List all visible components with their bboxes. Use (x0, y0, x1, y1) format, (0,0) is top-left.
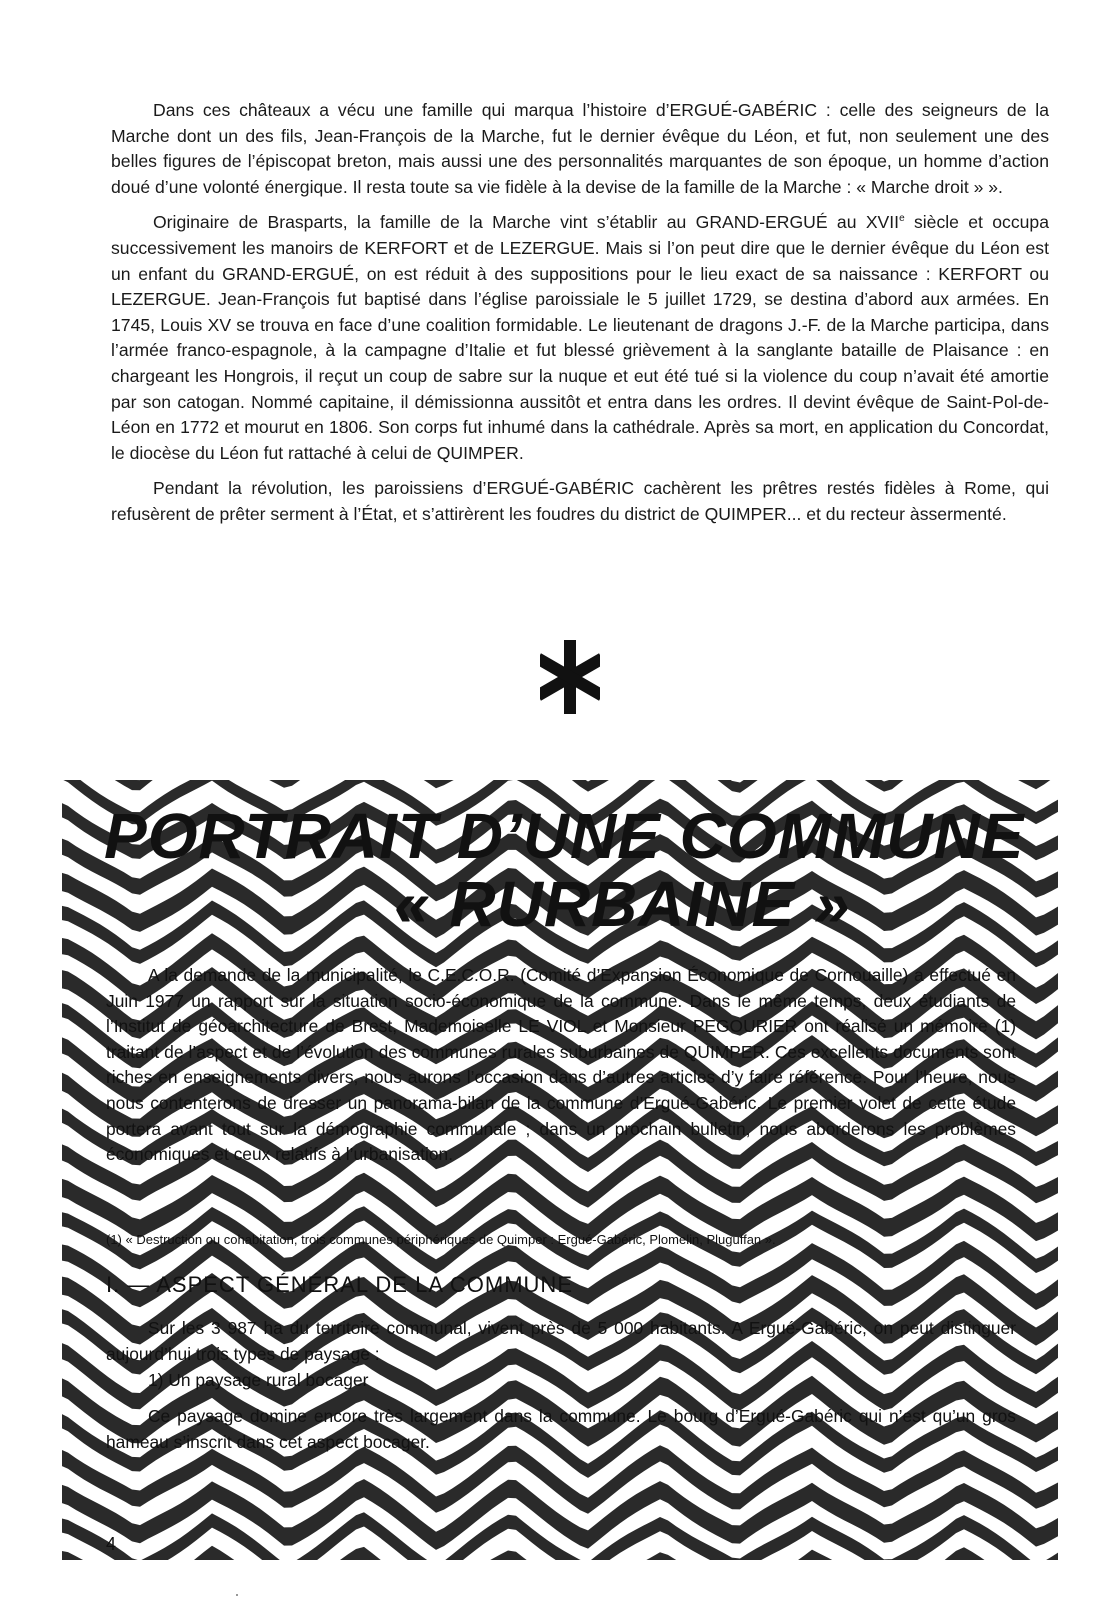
section-paragraph (106, 1316, 1016, 1367)
asterisk-icon (540, 640, 600, 714)
subheading-paragraph-text: Ce paysage domine encore très largement dans la commune. Le bourg d’Ergué-Gabéric qui n’est qu’un gros hameau s’inscrit dans cet aspect bocager. (106, 1406, 1016, 1452)
article-footnote: (1) « Destruction ou cohabitation, trois communes périphériques de Quimper : Ergué-Gabéric, Plomelin, Pluguffan ». (106, 1232, 776, 1247)
top-text-block (111, 98, 1049, 538)
paragraph-origins-part1: Originaire de Brasparts, la famille de la Marche vint s’établir au GRAND-ERGUÉ au XVII (153, 212, 900, 233)
paragraph-origins (111, 210, 1049, 466)
article-title-line1: PORTRAIT D’UNE COMMUNE (104, 800, 1025, 872)
paragraph-origins-part2: siècle et occupa successivement les manoirs de KERFORT et de LEZERGUE. Mais si l’on peut dire que le dernier évêque du Léon est un enfant du GRAND-ERGUÉ, on est réduit à des suppositions pour le lieu exact de sa naissance : KERFORT ou LEZERGUE. Jean-François fut baptisé dans l’église paroissiale le 5 juillet 1729, se destina d’abord aux armées. En 1745, Louis XV se trouva en face d’une coalition formidable. Le lieutenant de dragons J.-F. de la Marche participa, dans l’armée franco-espagnole, à la campagne d’Italie et fut blessé grièvement à la sanglante bataille de Plaisance : en chargeant les Hongrois, il reçut un coup de sabre sur la nuque et eut été tué si la violence du coup n’avait été amortie par son catogan. Nommé capitaine, il démissionna aussitôt et entra dans les ordres. Il devint évêque de Saint-Pol-de-Léon en 1772 et mourut en 1806. Son corps fut inhumé dans la cathédrale. Après sa mort, en application du Concordat, le diocèse du Léon fut rattaché à celui de QUIMPER. (111, 212, 1049, 463)
paragraph-revolution: Pendant la révolution, les paroissiens d’ERGUÉ-GABÉRIC cachèrent les prêtres restés fidèles à Rome, qui refusèrent de prêter serment à l’État, et s’attirèrent les foudres du district de QUIMPER... et du recteur àssermenté. (111, 478, 1049, 524)
section-paragraph-text: Sur les 3 987 ha du territoire communal, vivent près de 5 000 habitants. A Ergué-Gabéric, on peut distinguer aujourd’hui trois types de paysage : (106, 1318, 1016, 1364)
article-overlay (62, 780, 1058, 1560)
article-intro-text: A la demande de la municipalité, le C.E.C.O.R. (Comité d’Expansion Économique de Cornouaille) a effectué en Juin 1977 un rapport sur la situation socio-économique de la commune. Dans le même temps, deux étudiants de l’Institut de géoarchitecture de Brest, Mademoiselle LE VIOL et Monsieur PEGOURIER ont réalisé un mémoire (1) traitant de l’aspect et de l’évolution des communes rurales suburbaines de QUIMPER. Ces excellents documents sont riches en enseignements divers, nous aurons l’occasion dans d’autres articles d’y faire référence. Pour l’heure, nous nous contenterons de dresser un panorama-bilan de la commune d’Ergué-Gabéric. Le premier volet de cette étude portera avant tout sur la démographie communale ; dans un prochain bulletin, nous aborderons les problèmes économiques et ceux relatifs à l’urbanisation. (106, 965, 1016, 1165)
paragraph-de-la-marche-family: Dans ces châteaux a vécu une famille qui marqua l’histoire d’ERGUÉ-GABÉRIC : celle des seigneurs de la Marche dont un des fils, Jean-François de la Marche, fut le dernier évêque du Léon, et fut, non seulement une des belles figures de l’épiscopat breton, mais aussi une des personnalités marquantes de son époque, un homme d’action doué d’une volonté énergique. Il resta toute sa vie fidèle à la devise de la famille de la Marche : « Marche droit » ». (111, 100, 1049, 197)
article-title-line2: « RURBAINE » (394, 868, 851, 940)
subheading: 1) Un paysage rural bocager (148, 1370, 369, 1390)
article-title (104, 802, 1034, 938)
article-intro (106, 963, 1016, 1168)
section-heading: I. — ASPECT GÉNÉRAL DE LA COMMUNE (106, 1272, 573, 1297)
century-superscript: e (899, 213, 905, 225)
subheading-paragraph (106, 1404, 1016, 1455)
speck-mark (236, 1594, 238, 1596)
zebra-article-panel (62, 780, 1058, 1560)
page-number: 4 (106, 1534, 117, 1554)
